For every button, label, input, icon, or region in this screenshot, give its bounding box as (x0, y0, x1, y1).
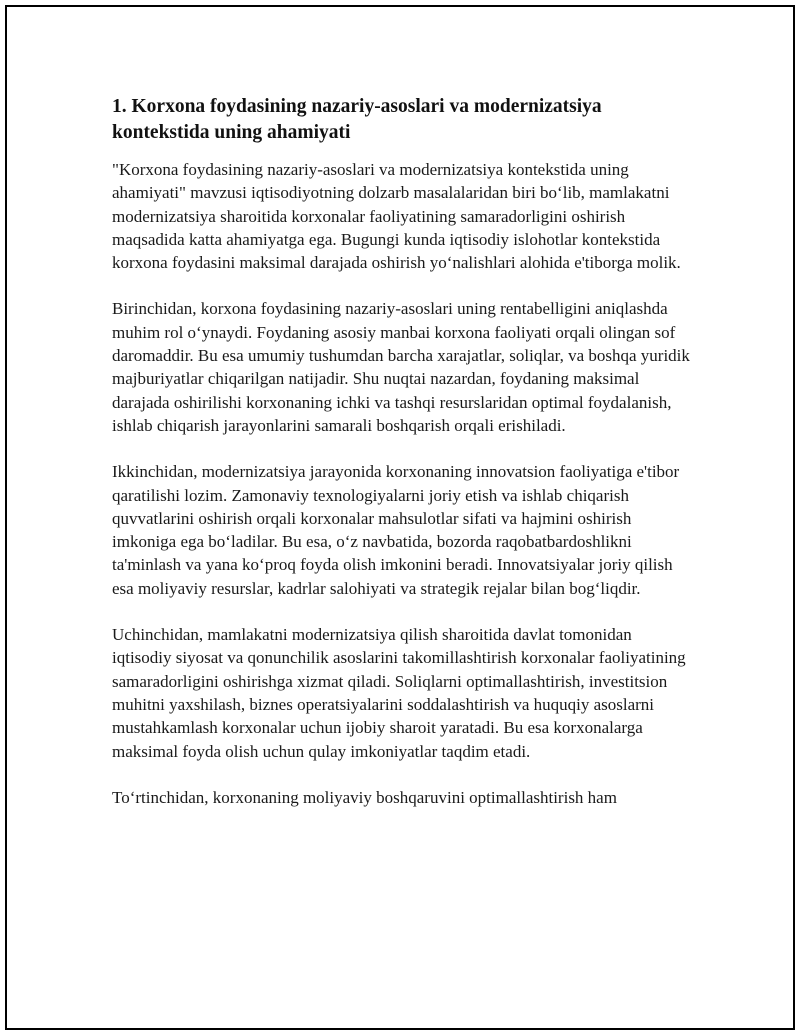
paragraph-second: Ikkinchidan, modernizatsiya jarayonida korxonaning innovatsion faoliyatiga e'tibor qaratilishi lozim. Zamonaviy texnologiyalarni joriy etish va ishlab chiqarish quvvatlarini oshirish orqali korxonalar mahsulotlar sifati va hajmini oshirish imkoniga ega bo‘ladilar. Bu esa, o‘z navbatida, bozorda raqobatbardoshlikni ta'minlash va yana ko‘proq foyda olish imkonini beradi. Innovatsiyalar joriy qilish esa moliyaviy resurslar, kadrlar salohiyati va strategik rejalar bilan bog‘liqdir. (112, 462, 680, 598)
paragraph-intro: "Korxona foydasining nazariy-asoslari va modernizatsiya kontekstida uning ahamiyati" mavzusi iqtisodiyotning dolzarb masalalaridan biri bo‘lib, mamlakatni modernizatsiya sharoitida korxonalar faoliyatining samaradorligini oshirish maqsadida katta ahamiyatga ega. Bugungi kunda iqtisodiy islohotlar kontekstida korxona foydasini maksimal darajada oshirish yo‘nalishlari alohida e'tiborga molik. (112, 160, 681, 273)
document-body (112, 94, 692, 832)
section-heading: 1. Korxona foydasining nazariy-asoslari va modernizatsiya kontekstida uning ahamiyati (112, 96, 602, 143)
paragraph-third: Uchinchidan, mamlakatni modernizatsiya qilish sharoitida davlat tomonidan iqtisodiy siyosat va qonunchilik asoslarini takomillashtirish korxonalar faoliyatining samaradorligini oshirishga xizmat qiladi. Soliqlarni optimallashtirish, investitsion muhitni yaxshilash, biznes operatsiyalarini soddalashtirish va huquqiy asoslarni mustahkamlash korxonalar uchun ijobiy sharoit yaratadi. Bu esa korxonalarga maksimal foyda olish uchun qulay imkoniyatlar taqdim etadi. (112, 625, 686, 761)
paragraph-first: Birinchidan, korxona foydasining nazariy-asoslari uning rentabelligini aniqlashda muhim rol o‘ynaydi. Foydaning asosiy manbai korxona faoliyati orqali olingan sof daromaddir. Bu esa umumiy tushumdan barcha xarajatlar, soliqlar, va boshqa yuridik majburiyatlar chiqarilgan natijadir. Shu nuqtai nazardan, foydaning maksimal darajada oshirilishi korxonaning ichki va tashqi resurslaridan optimal foydalanish, ishlab chiqarish jarayonlarini samarali boshqarish orqali erishiladi. (112, 299, 690, 435)
paragraph-fourth: To‘rtinchidan, korxonaning moliyaviy boshqaruvini optimallashtirish ham (112, 787, 617, 807)
